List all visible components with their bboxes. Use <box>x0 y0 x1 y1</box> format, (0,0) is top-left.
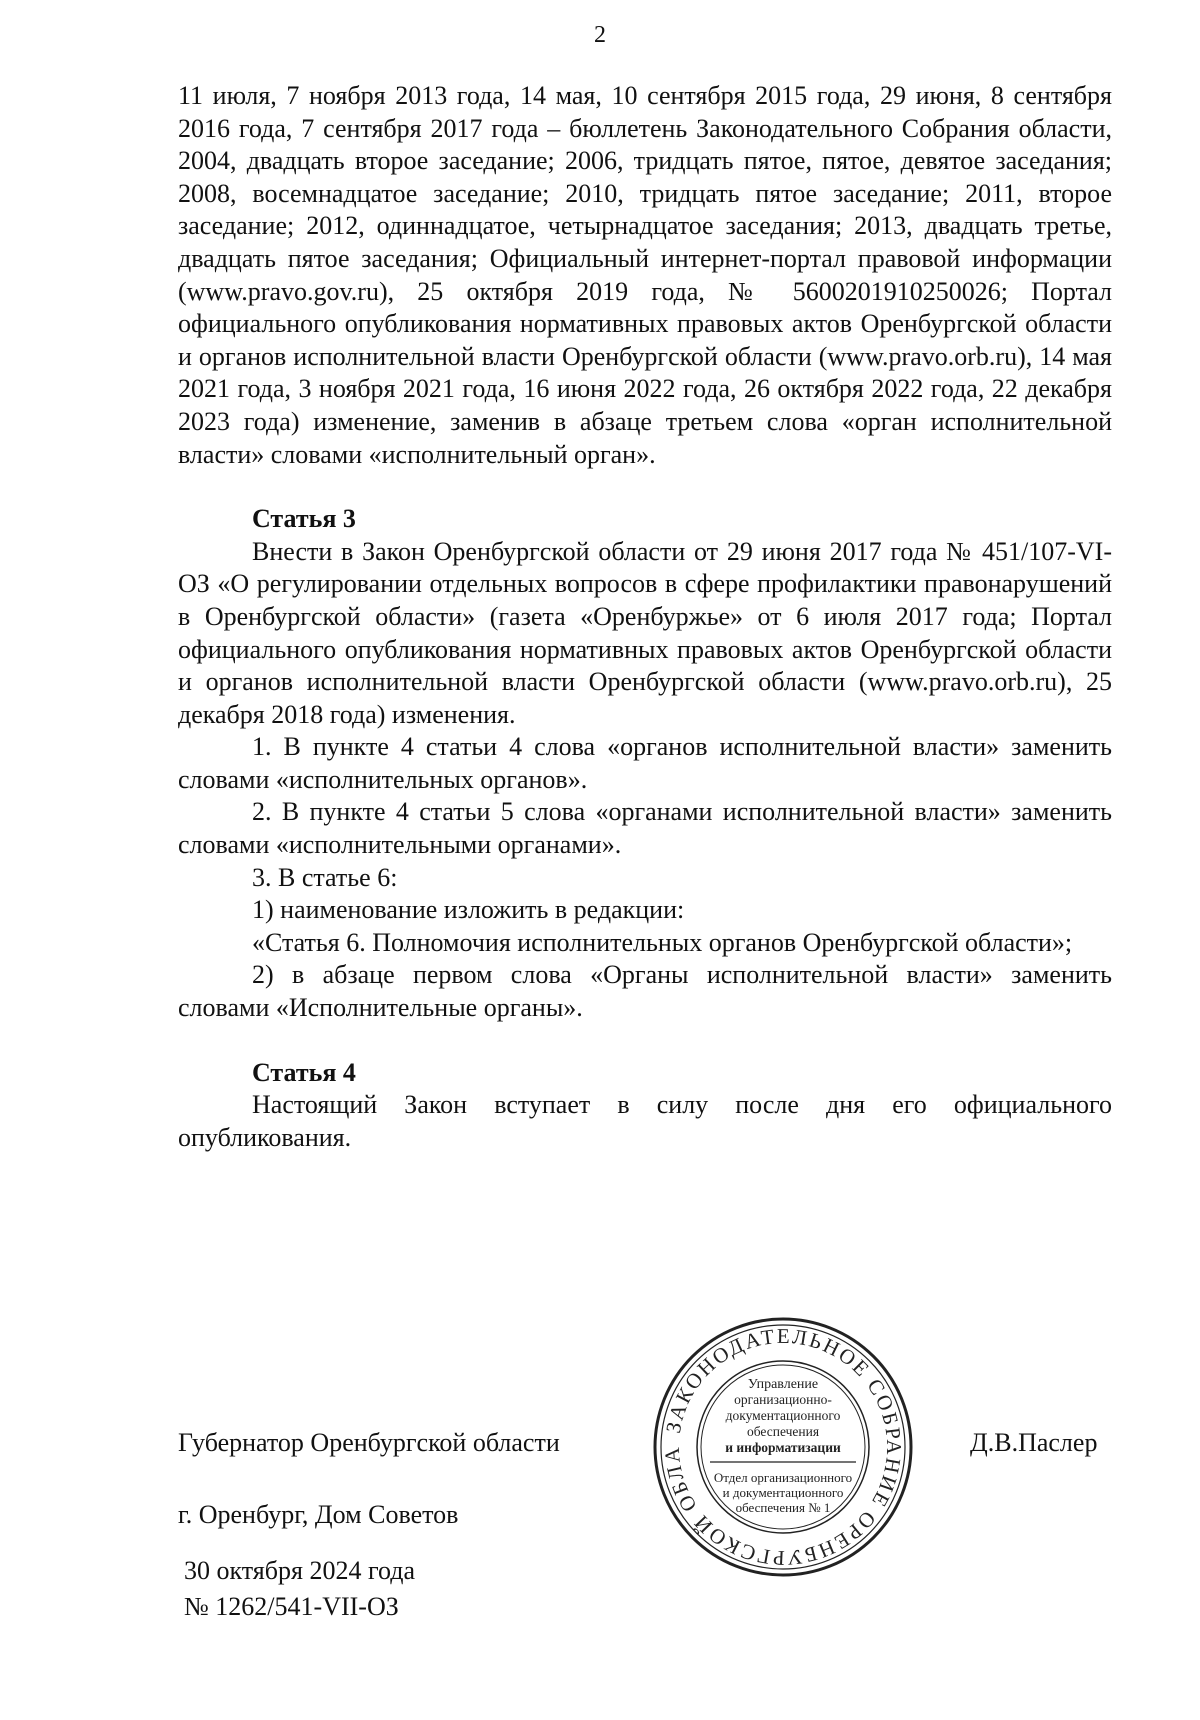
signing-date: 30 октября 2024 года <box>184 1556 415 1585</box>
stamp-line-7: и документационного <box>722 1485 844 1500</box>
stamp-seal-icon <box>648 1312 918 1582</box>
official-stamp <box>648 1312 918 1582</box>
article-3-paragraph: Внести в Закон Оренбургской области от 29 июня 2017 года № 451/107-VI-ОЗ «О регулировании отдельных вопросов в сфере профилактики правонарушений в Оренбургской области» (газета «Оренбуржье» от 6 июля 2017 года; Портал официального опубликования нормативных правовых актов Оренбургской области и органов исполнительной власти Оренбургской области (www.pravo.orb.ru), 25 декабря 2018 года) изменения. <box>178 536 1112 729</box>
signing-place: г. Оренбург, Дом Советов <box>178 1500 459 1529</box>
signatory-name: Д.В.Паслер <box>970 1428 1098 1457</box>
stamp-line-8: обеспечения № 1 <box>735 1500 831 1515</box>
article-3-subitem-2: 2) в абзаце первом слова «Органы исполнительной власти» заменить словами «Исполнительные органы». <box>178 960 1112 1023</box>
stamp-line-4: обеспечения <box>746 1424 820 1439</box>
article-4-paragraph: Настоящий Закон вступает в силу после дня его официального опубликования. <box>178 1090 1112 1152</box>
article-3-item-2: 2. В пункте 4 статьи 5 слова «органами исполнительной власти» заменить словами «исполнительными органами». <box>178 797 1112 860</box>
stamp-line-1: Управление <box>747 1377 819 1392</box>
document-body <box>178 80 1112 1154</box>
article-3-item-3: 3. В статье 6: <box>252 862 398 892</box>
article-3-heading: Статья 3 <box>252 504 356 534</box>
article-3-item-1: 1. В пункте 4 статьи 4 слова «органов исполнительной власти» заменить словами «исполнительных органов». <box>178 732 1112 794</box>
law-number: № 1262/541-VII-ОЗ <box>184 1592 399 1621</box>
stamp-ring-text: ЗАКОНОДАТЕЛЬНОЕ СОБРАНИЕ ОРЕНБУРГСКОЙ ОБЛА <box>659 1323 907 1571</box>
article-3-quote: «Статья 6. Полномочия исполнительных органов Оренбургской области»; <box>252 927 1073 957</box>
stamp-line-5: и информатизации <box>725 1440 841 1455</box>
stamp-line-3: документационного <box>725 1408 841 1423</box>
article-4-heading: Статья 4 <box>252 1057 356 1087</box>
page-number: 2 <box>594 22 606 48</box>
stamp-line-6: Отдел организационного <box>713 1470 853 1485</box>
stamp-line-2: организационно- <box>734 1392 832 1407</box>
paragraph-continuation: 11 июля, 7 ноября 2013 года, 14 мая, 10 сентября 2015 года, 29 июня, 8 сентября 2016 года, 7 сентября 2017 года – бюллетень Законодательного Собрания области, 2004, двадцать второе заседание; 2006, тридцать пятое, пятое, девятое заседания; 2008, восемнадцатое заседание; 2010, тридцать пятое заседание; 2011, второе заседание; 2012, одиннадцатое, четырнадцатое заседания; 2013, двадцать третье, двадцать пятое заседания; Официальный интернет-портал правовой информации (www.pravo.gov.ru), 25 октября 2019 года, № 5600201910250026; Портал официального опубликования нормативных правовых актов Оренбургской области и органов исполнительной власти Оренбургской области (www.pravo.orb.ru), 14 мая 2021 года, 3 ноября 2021 года, 16 июня 2022 года, 26 октября 2022 года, 22 декабря 2023 года) изменение, заменив в абзаце третьем слова «орган исполнительной власти» словами «исполнительный орган». <box>178 81 1112 469</box>
signatory-position: Губернатор Оренбургской области <box>178 1428 560 1457</box>
article-3-subitem-1: 1) наименование изложить в редакции: <box>252 895 685 925</box>
